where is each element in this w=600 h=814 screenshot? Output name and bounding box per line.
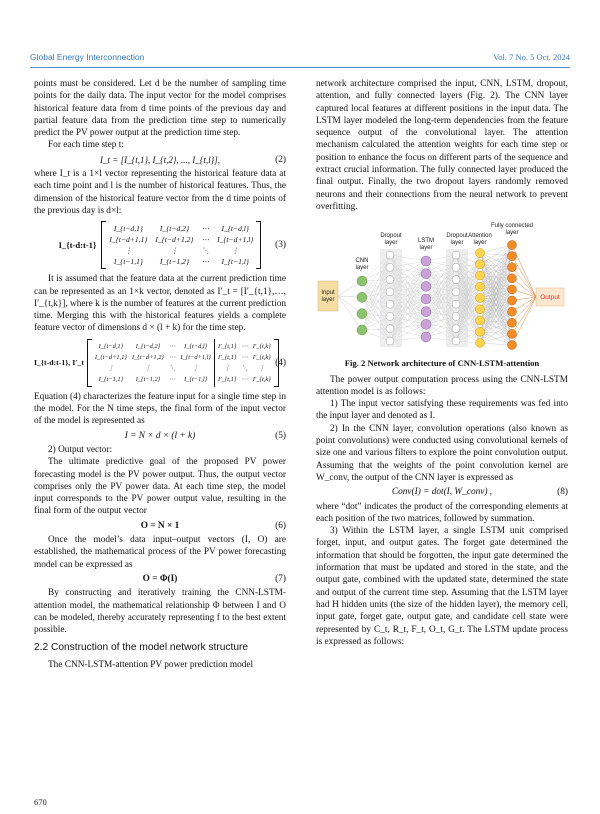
matrix4-history-cell: ⋮	[144, 364, 152, 372]
matrix4-history-cell: I_{t−d+1,1}	[94, 353, 127, 361]
matrix4-history-cell: I_{t−d+1,l}	[180, 353, 211, 361]
attention-node	[476, 305, 485, 314]
lstm-node	[421, 332, 431, 342]
left-column	[34, 78, 286, 671]
matrix3-cell: I_{t−d,1}	[113, 224, 143, 234]
attention-node	[476, 249, 485, 258]
matrix3-cell: ⋯	[201, 257, 210, 267]
lstm-node	[421, 320, 431, 330]
lstm-node	[421, 269, 431, 279]
matrix3-cell: I_{t−d+1,2}	[155, 235, 194, 245]
equation-2	[34, 154, 286, 166]
input-layer-label: Input	[321, 290, 335, 297]
matrix4-history-cell: ⋮	[192, 364, 199, 372]
matrix4-history-cell: I_{t−d,1}	[98, 342, 124, 350]
lstm-node	[421, 282, 431, 292]
matrix4-history-cell: ⋱	[168, 364, 176, 372]
equation-8-number: (8)	[557, 487, 568, 498]
matrix3-cell: I_{t−d,l}	[221, 224, 249, 234]
right-paragraph-1: network architecture comprised the input, CNN, LSTM, dropout, attention, and fully connected layers (Fig. 2). The CNN layer captured local features at different positions in the input data. The LSTM layer modeled the long-term dependencies from the feature sequence output of the convolutional layer. The attention mechanism calculated the attention weights for each time step or position to enhance the focus on different parts of the sequence and extract crucial information. The fully connected layer produced the final output. Finally, the two dropout layers randomly removed neurons and their connections from the neural network to prevent overfitting.	[316, 79, 568, 212]
left-paragraph-2: For each time step t:	[48, 140, 124, 151]
equation-3-matrix	[101, 221, 261, 269]
equation-4-number: (4)	[275, 357, 286, 368]
dropout-layer-label-1: Dropout	[380, 233, 402, 240]
equation-5-number: (5)	[275, 430, 286, 441]
matrix4-current-cell: ⋯	[241, 375, 248, 383]
left-paragraph-3: where I_t is a 1×l vector representing the historical feature data at each time point and l is the number of historical features. Thus, the dimension of the historical feature vector from the d time points of the previous day is d×l:	[34, 169, 286, 216]
cnn-layer-label: layer	[355, 265, 369, 272]
fully-connected-node	[508, 241, 517, 250]
equation-8-body: Conv(I) = dot(I, W_conv) ,	[391, 487, 493, 498]
matrix4-current-cell: ⋱	[241, 364, 248, 372]
matrix4-current-cell: I′_{t,k}	[252, 342, 271, 350]
cnn-node	[357, 276, 367, 286]
left-paragraph-1: points must be considered. Let d be the number of sampling time points for the daily data. The input vector for the model comprises historical feature data from d time points of the previous day and partial feature data from the prediction time step to numerically predict the PV power output at the prediction time step.	[34, 79, 286, 139]
fully-connected-node	[508, 263, 517, 272]
matrix3-cell: ⋯	[201, 224, 210, 234]
attention-node	[476, 316, 485, 325]
cnn-node	[357, 309, 367, 319]
dropout-layer-label-2: Dropout	[446, 233, 468, 240]
fc-layer-label: layer	[505, 230, 519, 237]
dropout-node	[452, 313, 460, 321]
matrix4-history-cell: I_{t−1,l}	[184, 375, 208, 383]
network-diagram	[316, 217, 568, 353]
matrix4-current-cell: ⋯	[241, 353, 248, 361]
matrix4-history-cell: ⋯	[168, 342, 176, 350]
equation-2-body: I_t = [I_{t,1}, I_{t,2}, ..., I_{t,l}],	[100, 154, 220, 165]
matrix3-cell: I_{t−d+1,l}	[217, 235, 254, 245]
running-header	[30, 52, 570, 66]
attention-layer-label: layer	[473, 240, 487, 247]
equation-8	[316, 486, 568, 498]
dropout-node	[386, 300, 394, 308]
matrix3-cell: I_{t−1,2}	[159, 257, 190, 267]
matrix4-history-cell: I_{t−1,1}	[98, 375, 124, 383]
matrix4-current-cell: I′_{t,k}	[252, 353, 271, 361]
cnn-layer-label: CNN	[355, 258, 369, 265]
dropout-node	[386, 264, 394, 272]
journal-name: Global Energy Interconnection	[30, 52, 145, 62]
equation-3-number: (3)	[275, 240, 286, 251]
attention-node	[476, 339, 485, 348]
lstm-layer-label: LSTM	[417, 238, 435, 245]
input-layer-label: layer	[321, 297, 335, 304]
equation-4-label: I_{t-d:t-1}, I′_t	[34, 357, 84, 367]
equation-4-matrix	[87, 339, 279, 387]
dropout-node	[452, 325, 460, 333]
fully-connected-node	[508, 341, 517, 350]
equation-4	[34, 339, 286, 387]
matrix3-cell: ⋮	[231, 246, 240, 256]
left-paragraph-5: Equation (4) characterizes the feature input for a single time step in the model. For the N time steps, the final form of the input vector of the model is represented as	[34, 391, 286, 427]
equation-2-number: (2)	[275, 154, 286, 165]
dropout-layer-label-2: layer	[450, 240, 464, 247]
matrix4-current-cell: I′_{t,k}	[252, 375, 271, 383]
matrix3-cell: ⋮	[124, 246, 133, 256]
right-paragraph-2: The power output computation process using the CNN-LSTM attention model is as follows:	[316, 374, 568, 397]
right-paragraph-3: 1) The input vector satisfying these requirements was fed into the input layer and denoted as I.	[316, 399, 568, 422]
connection-line	[480, 343, 512, 345]
dropout-layer-label-1: layer	[384, 240, 398, 247]
right-paragraph-6: 3) Within the LSTM layer, a single LSTM unit comprised forget, input, and output gates. The forget gate determined the information that should be forgotten, the input gate determined the information that must be updated and stored in the state, and the output gate, combined with the updated state, determined the state and output of the current time step. Assuming that the LSTM layer had H hidden units (the size of the hidden layer), the memory cell, input gate, forget gate, output gate, and candidate cell state were represented by C_t, R_t, F_t, O_t, G_t. The LSTM update process is expressed as follows:	[316, 526, 568, 647]
dropout-node	[452, 337, 460, 345]
fully-connected-node	[508, 252, 517, 261]
figure-2	[316, 217, 568, 353]
matrix4-history-cell: ⋯	[168, 353, 176, 361]
left-paragraph-9: By constructing and iteratively training the CNN-LSTM-attention model, the mathematical relationship Φ between I and O can be modeled, thereby accurately representing f to the best extent possible.	[34, 588, 286, 636]
dropout-node	[452, 276, 460, 284]
equation-7-number: (7)	[275, 573, 286, 584]
cnn-node	[357, 325, 367, 335]
lstm-node	[421, 307, 431, 317]
dropout-node	[386, 276, 394, 284]
header-rule	[30, 67, 570, 68]
left-paragraph-8: Once the model’s data input–output vectors (I, O) are established, the mathematical process of the PV power forecasting model can be expressed as	[34, 535, 286, 570]
cnn-node	[357, 293, 367, 303]
matrix4-history-cell: I_{t−1,2}	[135, 375, 161, 383]
matrix4-current-cell: ⋮	[258, 364, 265, 372]
matrix4-current-cell: I′_{t,1}	[217, 342, 237, 350]
fully-connected-node	[508, 296, 517, 305]
equation-6-body: O = N × 1	[140, 520, 180, 531]
output-label: Output	[540, 294, 560, 302]
matrix3-cell: ⋮	[170, 246, 179, 256]
matrix3-cell: I_{t−1,l}	[221, 257, 249, 267]
equation-5	[34, 430, 286, 442]
matrix4-history-cell: ⋮	[107, 364, 115, 372]
figure-caption: Fig. 2 Network architecture of CNN-LSTM-attention	[344, 358, 540, 369]
left-paragraph-6: 2) Output vector:	[48, 444, 113, 455]
fully-connected-node	[508, 319, 517, 328]
equation-5-body: I = N × d × (l + k)	[124, 430, 196, 441]
right-column	[316, 78, 568, 648]
right-paragraph-5: where “dot” indicates the product of the corresponding elements at each position of the two matrices, followed by summation.	[316, 501, 568, 524]
input-box	[318, 281, 338, 311]
fully-connected-node	[508, 307, 517, 316]
matrix3-cell: ⋱	[201, 246, 210, 256]
equation-3	[34, 221, 286, 269]
matrix4-history-cell: I_{t−d,2}	[135, 342, 161, 350]
matrix4-history-cell: I_{t−d,l}	[184, 342, 208, 350]
dropout-node	[452, 300, 460, 308]
section-heading: 2.2 Construction of the model network structure	[34, 642, 249, 654]
attention-node	[476, 294, 485, 303]
fc-layer-label: Fully connected	[490, 223, 534, 230]
attention-node	[476, 271, 485, 280]
lstm-node	[421, 256, 431, 266]
dropout-node	[452, 264, 460, 272]
matrix4-current-cell: ⋯	[241, 342, 248, 350]
dropout-node	[386, 313, 394, 321]
volume-info: Vol. 7 No. 5 Oct. 2024	[493, 52, 570, 62]
fully-connected-node	[508, 285, 517, 294]
equation-6	[34, 520, 286, 532]
matrix4-current-cell: I′_{t,1}	[217, 375, 237, 383]
equation-3-label: I_{t-d:t-1}	[58, 240, 97, 251]
left-paragraph-4: It is assumed that the feature data at the current prediction time can be represented as an 1×k vector, denoted as I′_t = [I′_{t,1},…, I′_{t,k}], where k is the number of features at the current prediction time. Merging this with the historical features yields a complete feature vector of dimensions d × (l + k) for the time step.	[34, 274, 286, 334]
equation-7-body: O = Φ(I)	[142, 573, 178, 584]
left-paragraph-7: The ultimate predictive goal of the proposed PV power forecasting model is the PV power output. Thus, the output vector comprises only the PV power data. At each time step, the model input corresponds to the PV power output value, resulting in the final form of the output vector	[34, 457, 286, 517]
left-paragraph-10: The CNN-LSTM-attention PV power prediction model	[48, 659, 254, 670]
attention-node	[476, 260, 485, 269]
matrix4-current-cell: ⋮	[223, 364, 231, 372]
matrix4-current-cell: I′_{t,1}	[217, 353, 237, 361]
attention-node	[476, 328, 485, 337]
equation-6-number: (6)	[275, 520, 286, 531]
fully-connected-node	[508, 330, 517, 339]
dropout-node	[452, 251, 460, 259]
dropout-node	[386, 325, 394, 333]
matrix4-history-cell: ⋯	[168, 375, 176, 383]
matrix3-cell: I_{t−d,2}	[159, 224, 190, 234]
page-number: 670	[34, 797, 47, 807]
attention-node	[476, 283, 485, 292]
dropout-node	[452, 288, 460, 296]
dropout-node	[386, 251, 394, 259]
lstm-node	[421, 294, 431, 304]
matrix3-cell: I_{t−1,1}	[113, 257, 143, 267]
dropout-node	[386, 337, 394, 345]
lstm-layer-label: layer	[419, 245, 433, 252]
matrix3-cell: ⋯	[201, 235, 210, 245]
equation-7	[34, 573, 286, 585]
right-paragraph-4: 2) In the CNN layer, convolution operations (also known as point convolutions) were conducted using convolutional kernels of size one and various filters to explore the point convolution output. Assuming that the weights of the point convolution kernel are W_conv, the output of the CNN layer is expressed as	[316, 423, 568, 483]
matrix4-history-cell: I_{t−d+1,2}	[131, 353, 164, 361]
matrix3-cell: I_{t−d+1,1}	[109, 235, 148, 245]
dropout-node	[386, 288, 394, 296]
attention-layer-label: Attention	[468, 233, 492, 240]
connection-line	[480, 245, 512, 253]
fully-connected-node	[508, 274, 517, 283]
